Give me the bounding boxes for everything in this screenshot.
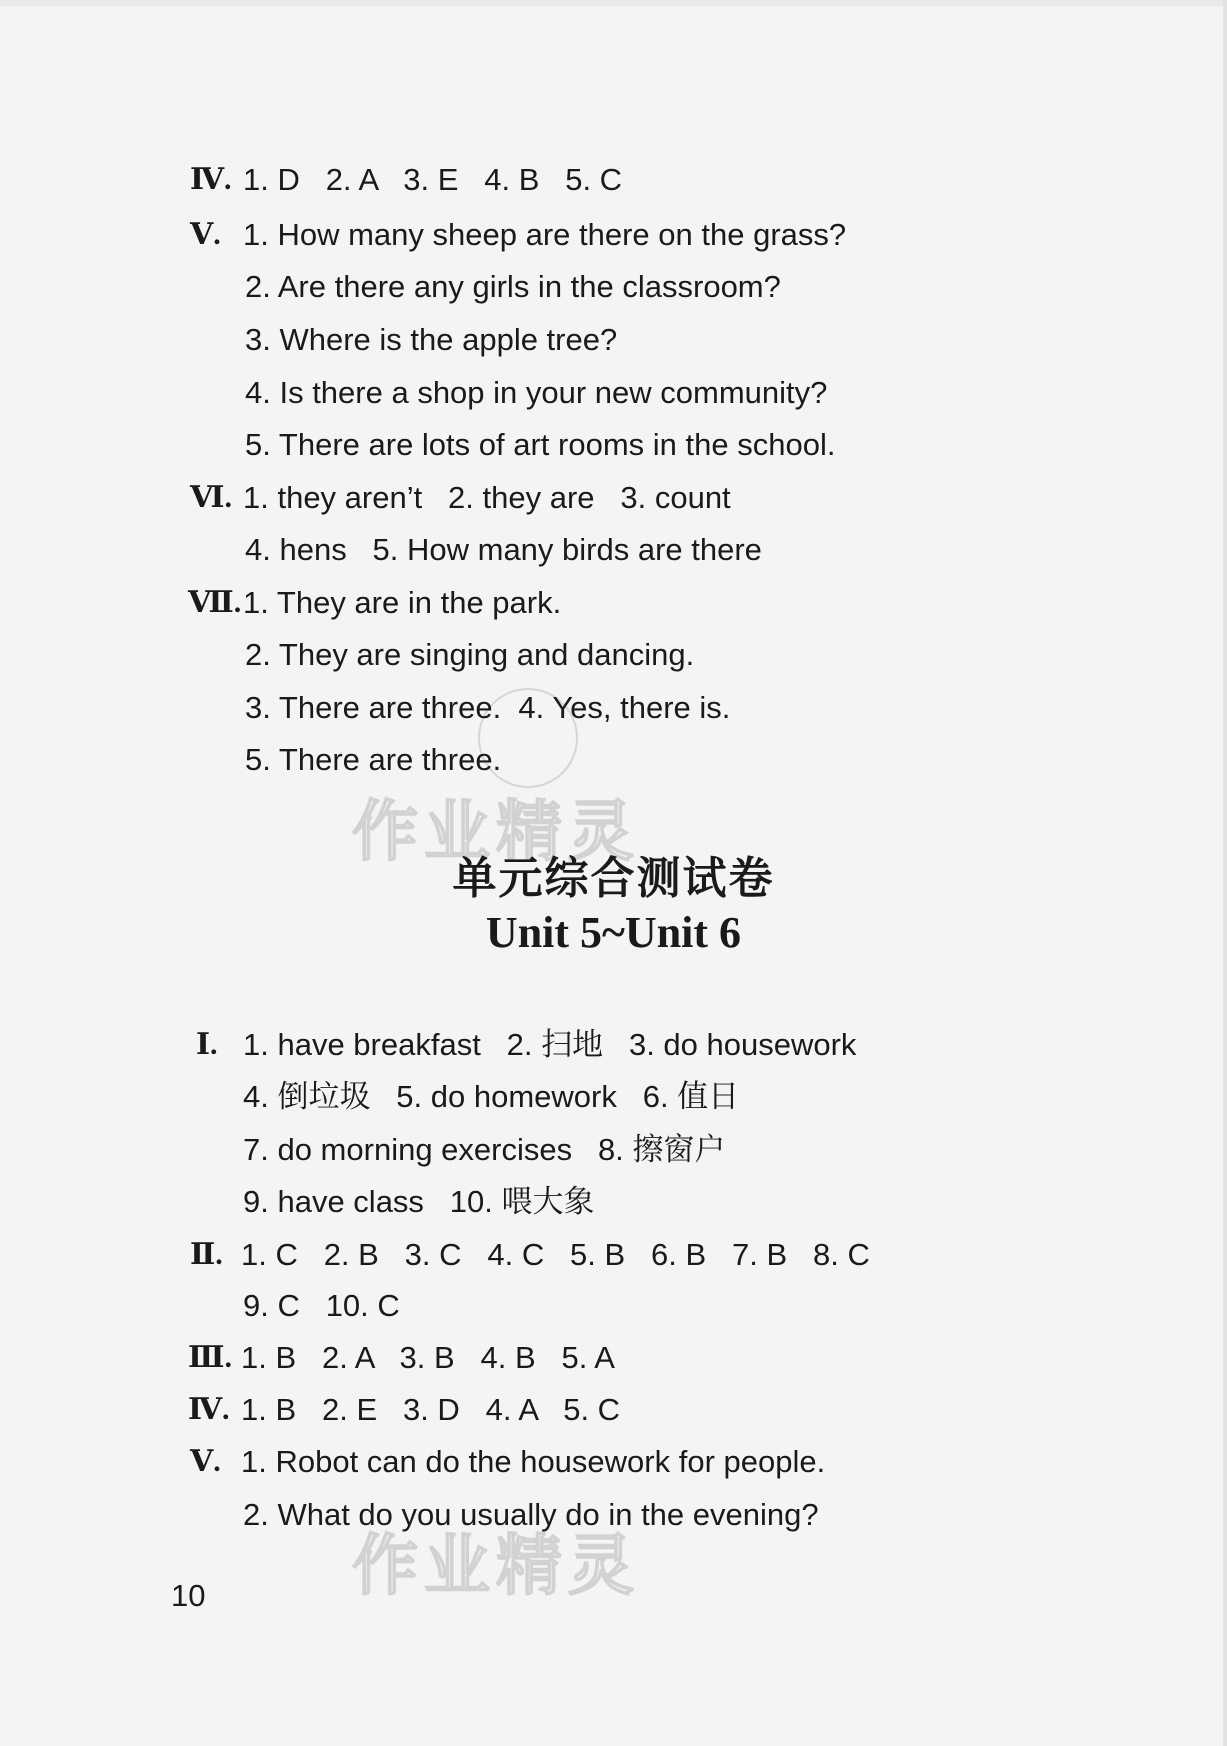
section-a-vii-line-4: 5. There are three. [245, 742, 502, 777]
section-a-v-line-1: 1. How many sheep are there on the grass? [243, 217, 847, 252]
section-a-vii-number: Ⅶ. [188, 586, 242, 619]
section-b-v-number: Ⅴ. [190, 1445, 221, 1478]
page-top-edge [0, 0, 1227, 6]
section-a-vi-line-2: 4. hens 5. How many birds are there [245, 532, 762, 567]
section-a-iv-answers: 1. D 2. A 3. E 4. B 5. C [243, 162, 623, 197]
section-a-vii-line-3: 3. There are three. 4. Yes, there is. [245, 690, 731, 725]
section-b-i-line-1: 1. have breakfast 2. 扫地 3. do housework [243, 1027, 857, 1062]
section-a-vii-line-2: 2. They are singing and dancing. [245, 637, 695, 672]
section-a-v-line-5: 5. There are lots of art rooms in the school. [245, 427, 836, 462]
section-b-iv-number: Ⅳ. [188, 1393, 230, 1426]
section-b-i-line-4: 9. have class 10. 喂大象 [243, 1184, 595, 1219]
section-b-i-number: Ⅰ. [196, 1028, 218, 1061]
section-b-v-line-1: 1. Robot can do the housework for people. [241, 1444, 826, 1479]
section-a-vi-line-1: 1. they aren’t 2. they are 3. count [243, 480, 731, 515]
section-a-v-line-3: 3. Where is the apple tree? [245, 322, 618, 357]
section-a-vi-number: Ⅵ. [190, 481, 232, 514]
section-a-v-line-2: 2. Are there any girls in the classroom? [245, 269, 781, 304]
section-b-ii-line-2: 9. C 10. C [243, 1288, 400, 1323]
page-number: 10 [171, 1578, 206, 1613]
section-a-vii-line-1: 1. They are in the park. [243, 585, 562, 620]
section-b-iii-answers: 1. B 2. A 3. B 4. B 5. A [241, 1340, 615, 1375]
watermark-upper: 作业精灵 [352, 793, 640, 870]
section-b-ii-number: Ⅱ. [190, 1238, 223, 1271]
watermark-lower: 作业精灵 [352, 1527, 640, 1604]
test-title-chinese: 单元综合测试卷 [452, 853, 775, 904]
section-a-v-line-4: 4. Is there a shop in your new community? [245, 375, 828, 410]
section-b-iii-number: Ⅲ. [188, 1341, 233, 1374]
section-b-v-line-2: 2. What do you usually do in the evening? [243, 1497, 819, 1532]
section-b-i-line-2: 4. 倒垃圾 5. do homework 6. 值日 [243, 1079, 740, 1114]
section-b-i-line-3: 7. do morning exercises 8. 擦窗户 [243, 1132, 726, 1167]
test-title-english: Unit 5~Unit 6 [485, 908, 742, 957]
section-b-ii-line-1: 1. C 2. B 3. C 4. C 5. B 6. B 7. B 8. C [241, 1237, 870, 1272]
section-b-iv-answers: 1. B 2. E 3. D 4. A 5. C [241, 1392, 621, 1427]
section-a-v-number: Ⅴ. [190, 218, 221, 251]
section-a-iv-number: Ⅳ. [190, 163, 232, 196]
